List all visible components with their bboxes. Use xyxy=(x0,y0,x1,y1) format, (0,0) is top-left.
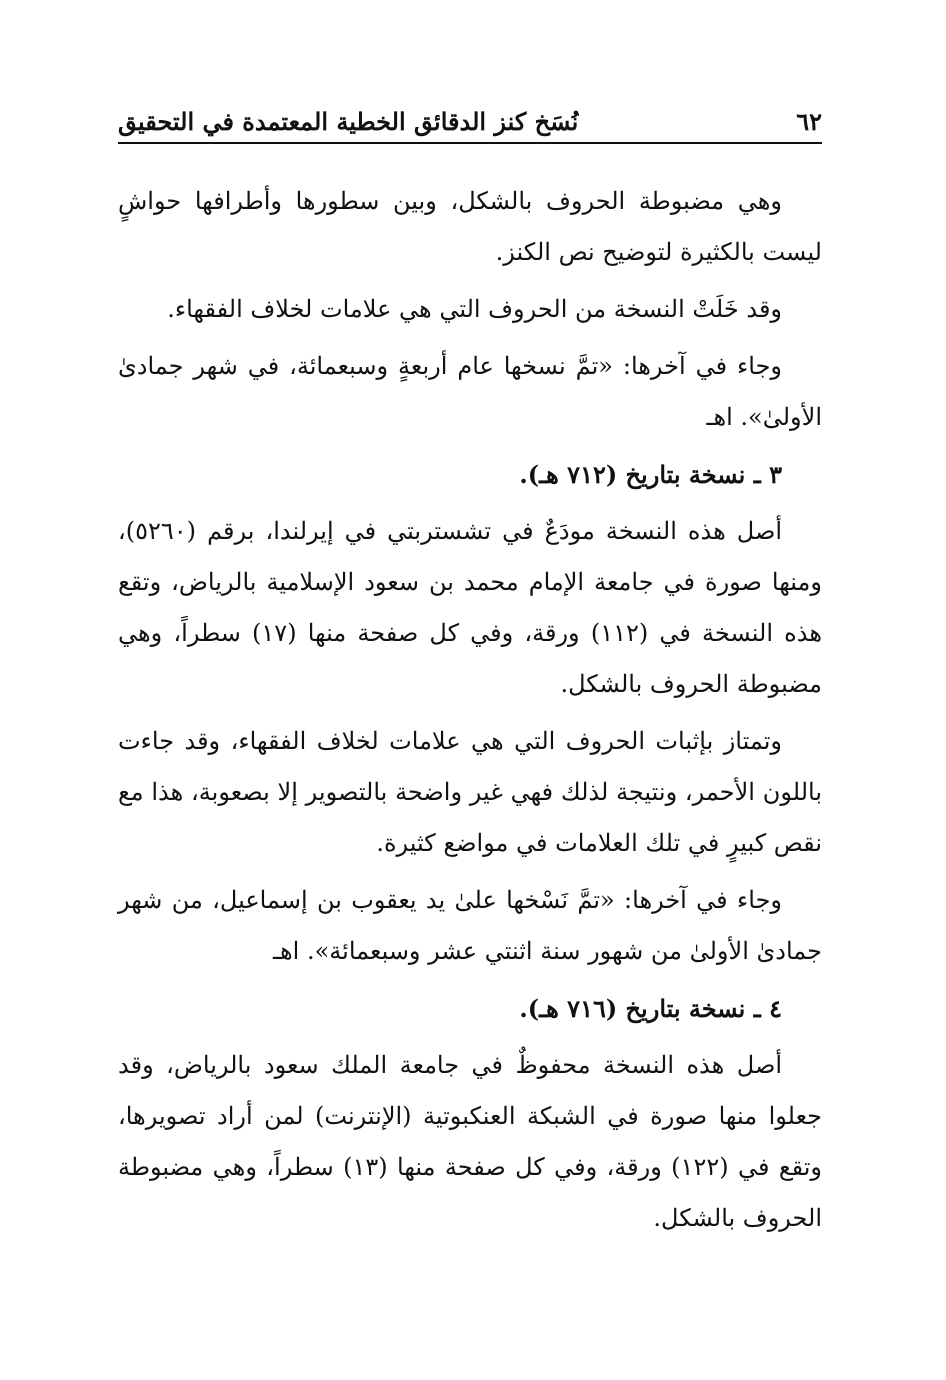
paragraph: وجاء في آخرها: «تمَّ نسخها عام أربعةٍ وسبعمائة، في شهر جمادىٰ الأولىٰ». اهـ xyxy=(118,352,822,431)
paragraph: وهي مضبوطة الحروف بالشكل، وبين سطورها وأطرافها حواشٍ ليست بالكثيرة لتوضيح نص الكنز. xyxy=(118,187,822,266)
paragraph: وجاء في آخرها: «تمَّ نَسْخها علىٰ يد يعقوب بن إسماعيل، من شهر جمادىٰ الأولىٰ من شهور سنة اثنتي عشر وسبعمائة». اهـ xyxy=(118,886,822,965)
section-heading-3: ٣ ـ نسخة بتاريخ (٧١٢ هـ). xyxy=(519,460,782,489)
book-title: نُسَخ كنز الدقائق الخطية المعتمدة في التحقيق xyxy=(118,107,579,136)
paragraph: أصل هذه النسخة مودَعٌ في تشستربتي في إيرلندا، برقم (٥٢٦٠)، ومنها صورة في جامعة الإمام محمد بن سعود الإسلامية بالرياض، وتقع هذه النسخة في (١١٢) ورقة، وفي كل صفحة منها (١٧) سطراً، وهي مضبوطة الحروف بالشكل. xyxy=(118,517,823,698)
section-heading-4: ٤ ـ نسخة بتاريخ (٧١٦ هـ). xyxy=(519,994,782,1023)
paragraph: وقد خَلَتْ النسخة من الحروف التي هي علامات لخلاف الفقهاء. xyxy=(167,295,782,323)
paragraph: وتمتاز بإثبات الحروف التي هي علامات لخلاف الفقهاء، وقد جاءت باللون الأحمر، ونتيجة لذلك فهي غير واضحة بالتصوير إلا بصعوبة، هذا مع نقص كبيرٍ في تلك العلامات في مواضع كثيرة. xyxy=(118,727,822,857)
paragraph: أصل هذه النسخة محفوظٌ في جامعة الملك سعود بالرياض، وقد جعلوا منها صورة في الشبكة العنكبوتية (الإنترنت) لمن أراد تصويرها، وتقع في (١٢٢) ورقة، وفي كل صفحة منها (١٣) سطراً، وهي مضبوطة الحروف بالشكل. xyxy=(118,1051,822,1232)
page-number: ٦٢ xyxy=(796,107,822,136)
running-header xyxy=(118,100,822,144)
body-text xyxy=(118,176,822,1250)
